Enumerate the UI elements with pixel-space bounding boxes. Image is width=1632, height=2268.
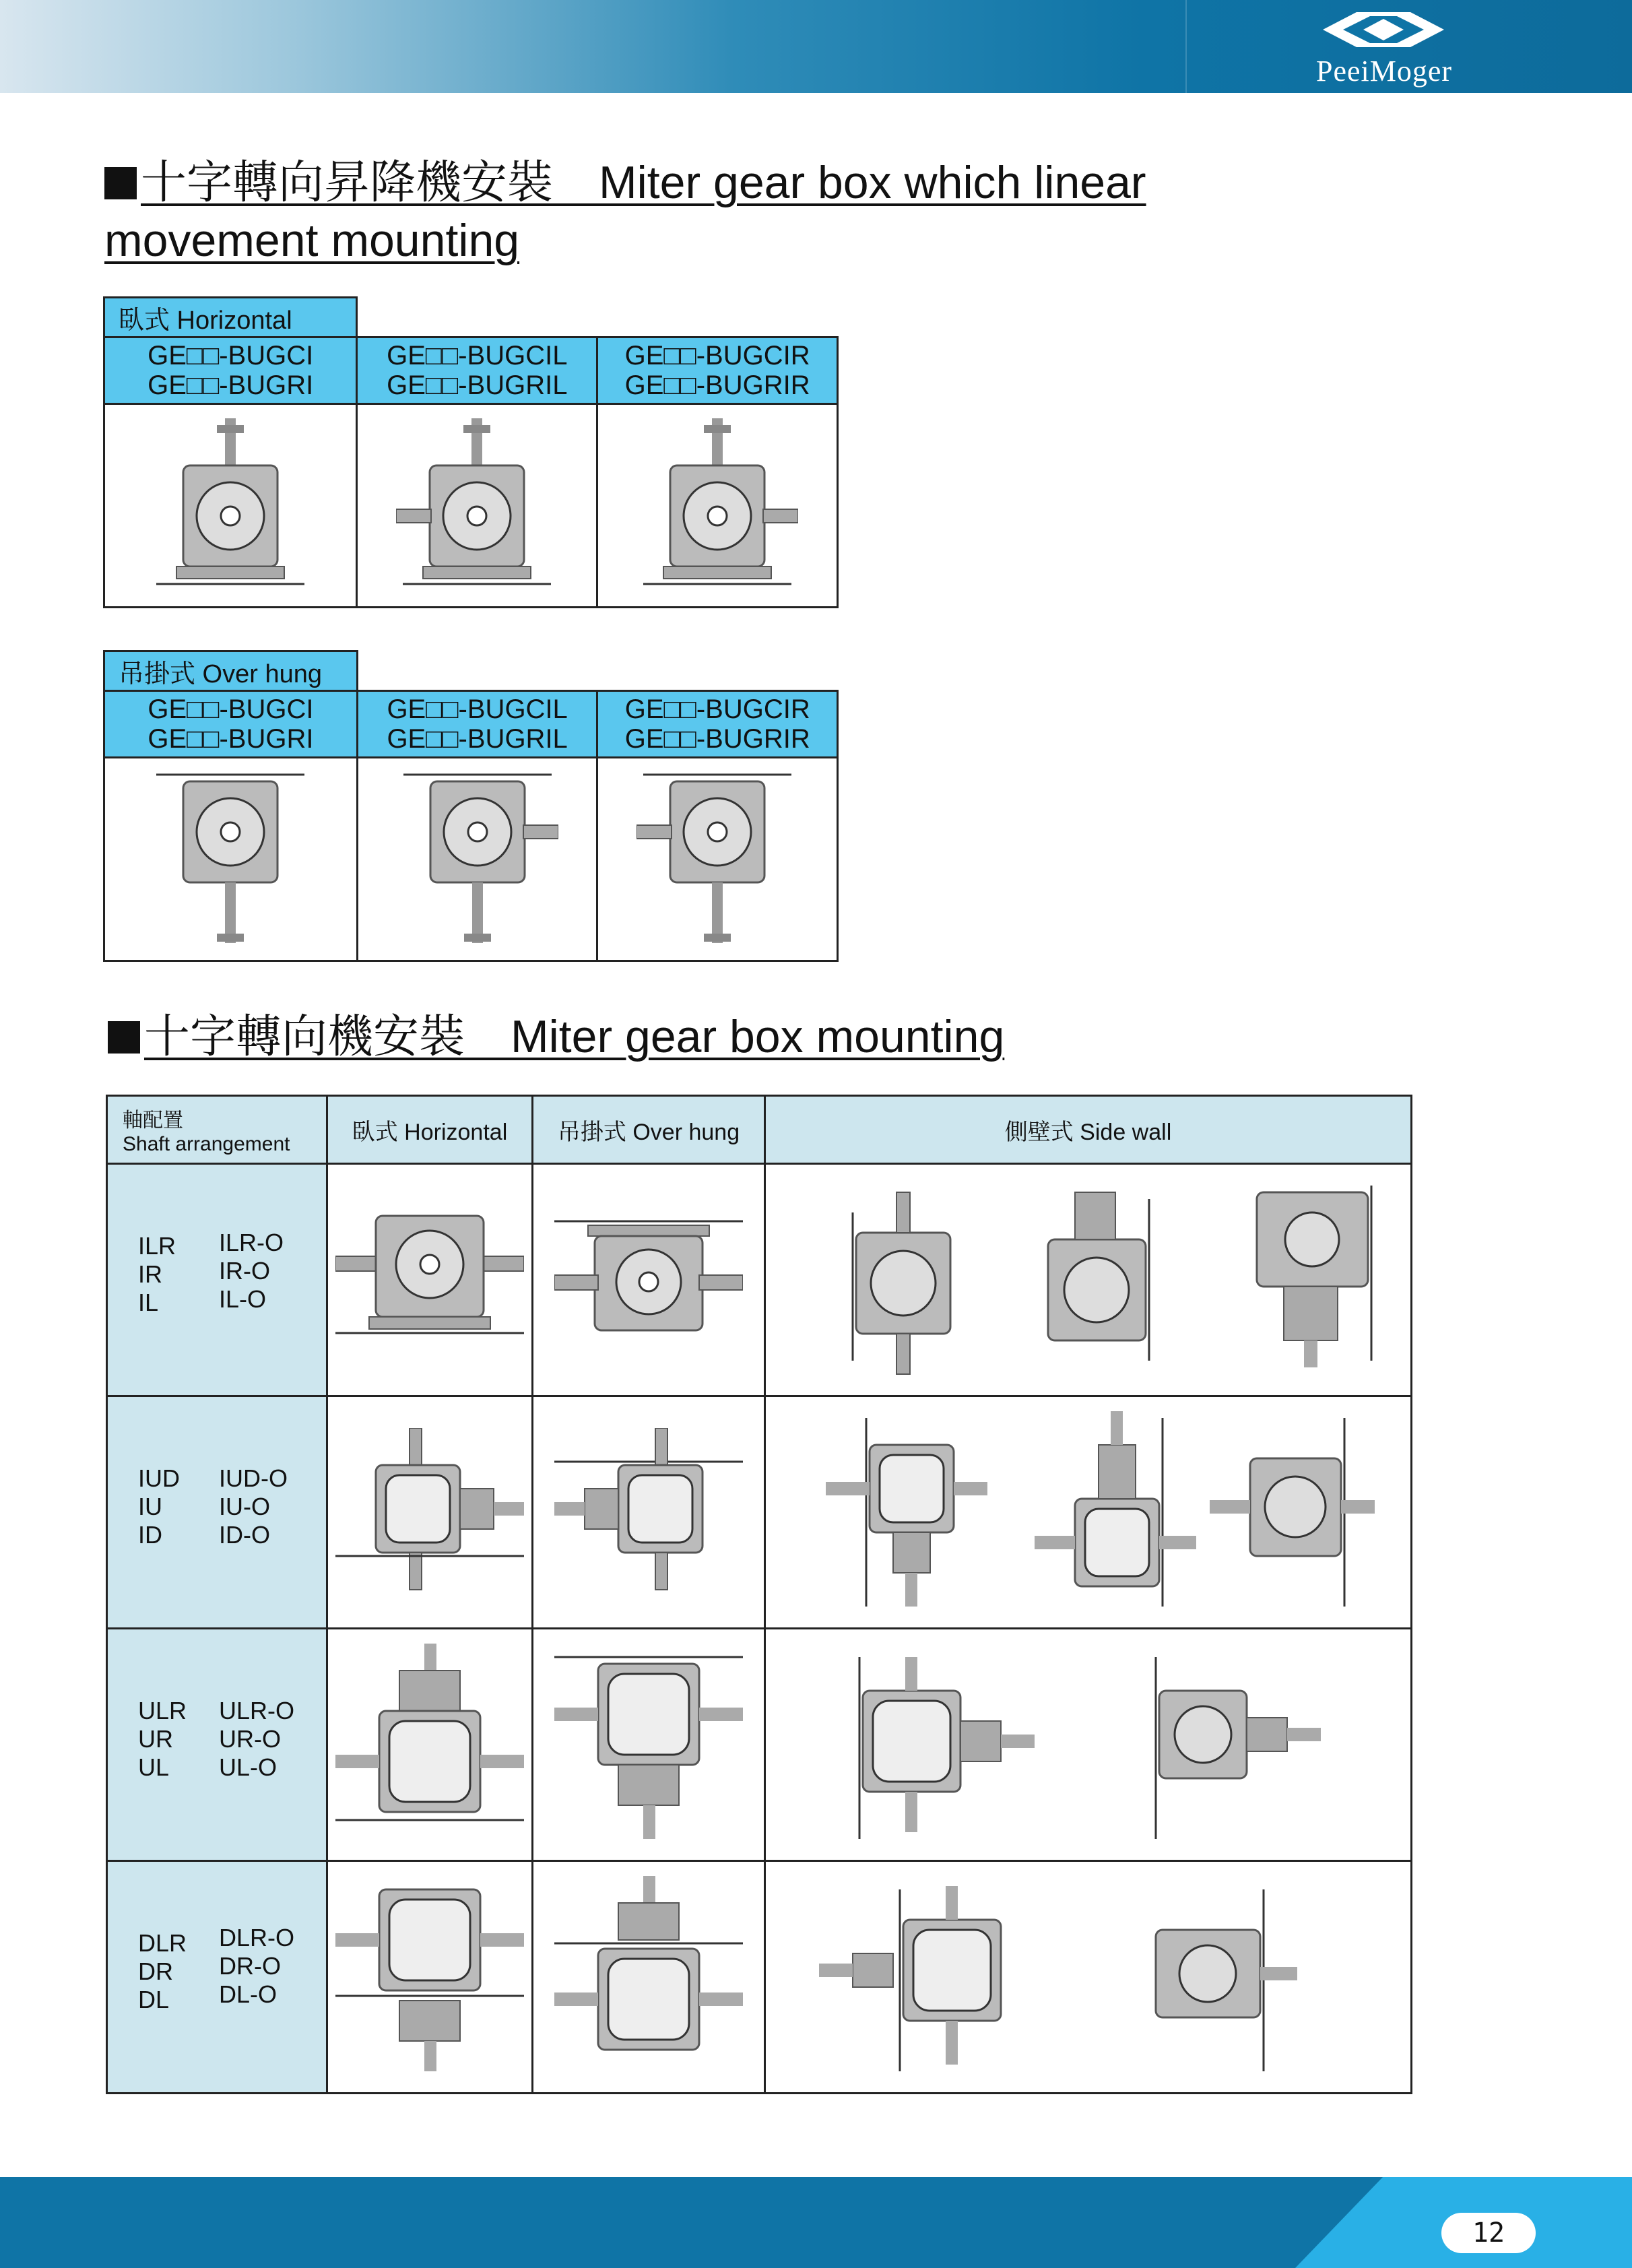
section2-title bbox=[108, 1008, 1004, 1066]
overhung-header: 吊掛式 Over hung bbox=[533, 1096, 765, 1164]
sidewall-drawings-cell bbox=[765, 1861, 1412, 2094]
gearbox-drawing-icon bbox=[637, 765, 798, 954]
gearbox-drawing-icon bbox=[819, 1876, 1358, 2078]
overhung-tag: 吊掛式 Over hung bbox=[104, 651, 358, 691]
gearbox-drawing-cell bbox=[327, 1629, 533, 1861]
codes-right: ILR-O IR-O IL-O bbox=[219, 1229, 284, 1313]
gearbox-drawing-icon bbox=[554, 1196, 743, 1364]
codes-left: DLR DR DL bbox=[138, 1929, 187, 2013]
code-cell: GE□□-BUGCI GE□□-BUGRI bbox=[104, 691, 358, 758]
section1-title-line2: movement mounting bbox=[104, 215, 520, 266]
gearbox-drawing-icon bbox=[785, 1172, 1392, 1388]
gearbox-drawing-cell bbox=[327, 1396, 533, 1629]
shaft-arrangement-cell bbox=[107, 1396, 327, 1629]
overhung-mount-table bbox=[103, 650, 839, 962]
gearbox-drawing-icon bbox=[554, 1428, 743, 1596]
section2-title-text: 十字轉向機安裝 Miter gear box mounting bbox=[144, 1011, 1005, 1062]
horizontal-mount-table bbox=[103, 296, 839, 608]
shaft-arrangement-header: 軸配置 Shaft arrangement bbox=[107, 1096, 327, 1164]
gearbox-drawing-cell bbox=[104, 758, 358, 961]
gearbox-drawing-icon bbox=[637, 412, 798, 600]
code-cell: GE□□-BUGCI GE□□-BUGRI bbox=[104, 337, 357, 404]
horizontal-tag: 臥式 Horizontal bbox=[104, 298, 357, 337]
gearbox-drawing-cell bbox=[327, 1861, 533, 2094]
gearbox-drawing-cell bbox=[597, 758, 838, 961]
gearbox-drawing-icon bbox=[396, 412, 558, 600]
diamond-logo-icon bbox=[1316, 9, 1451, 50]
gearbox-drawing-cell bbox=[357, 758, 597, 961]
gearbox-drawing-cell bbox=[533, 1396, 765, 1629]
shaft-arrangement-cell bbox=[107, 1164, 327, 1396]
page-header-band bbox=[0, 0, 1632, 93]
gearbox-drawing-cell bbox=[327, 1164, 533, 1396]
header-divider bbox=[1185, 0, 1187, 93]
gearbox-drawing-icon bbox=[335, 1876, 524, 2078]
gearbox-drawing-icon bbox=[554, 1876, 743, 2078]
codes-right: ULR-O UR-O UL-O bbox=[219, 1697, 295, 1781]
code-cell: GE□□-BUGCIL GE□□-BUGRIL bbox=[357, 337, 597, 404]
code-cell: GE□□-BUGCIL GE□□-BUGRIL bbox=[357, 691, 597, 758]
black-square-icon bbox=[104, 167, 137, 199]
horizontal-header: 臥式 Horizontal bbox=[327, 1096, 533, 1164]
shaft-arrangement-cell bbox=[107, 1629, 327, 1861]
code-cell: GE□□-BUGCIR GE□□-BUGRIR bbox=[597, 691, 838, 758]
section1-title-line1: 十字轉向昇降機安裝 Miter gear box which linear bbox=[141, 157, 1146, 208]
gearbox-drawing-cell bbox=[533, 1861, 765, 2094]
gearbox-drawing-icon bbox=[554, 1644, 743, 1846]
gearbox-drawing-cell bbox=[104, 404, 357, 608]
brand-name: PeeiMoger bbox=[1315, 55, 1453, 88]
codes-right: DLR-O DR-O DL-O bbox=[219, 1924, 295, 2008]
gearbox-drawing-icon bbox=[785, 1404, 1392, 1620]
gearbox-drawing-icon bbox=[335, 1428, 524, 1596]
gearbox-drawing-cell bbox=[533, 1629, 765, 1861]
sidewall-drawings-cell bbox=[765, 1164, 1412, 1396]
codes-right: IUD-O IU-O ID-O bbox=[219, 1464, 288, 1549]
shaft-arrangement-cell bbox=[107, 1861, 327, 2094]
codes-left: IUD IU ID bbox=[138, 1464, 180, 1549]
gearbox-drawing-icon bbox=[156, 412, 304, 600]
mounting-table bbox=[106, 1095, 1412, 2094]
gearbox-drawing-icon bbox=[150, 765, 311, 954]
sidewall-drawings-cell bbox=[765, 1396, 1412, 1629]
codes-left: ULR UR UL bbox=[138, 1697, 187, 1781]
gearbox-drawing-cell bbox=[357, 404, 597, 608]
gearbox-drawing-icon bbox=[819, 1644, 1358, 1846]
page-number: 12 bbox=[1441, 2213, 1536, 2253]
page-footer-band bbox=[0, 2177, 1632, 2268]
section1-title-cont bbox=[104, 212, 519, 269]
gearbox-drawing-cell bbox=[597, 404, 838, 608]
section1-title bbox=[104, 154, 1146, 212]
codes-left: ILR IR IL bbox=[138, 1232, 176, 1316]
gearbox-drawing-icon bbox=[397, 765, 558, 954]
sidewall-drawings-cell bbox=[765, 1629, 1412, 1861]
brand-logo bbox=[1307, 9, 1462, 90]
gearbox-drawing-cell bbox=[533, 1164, 765, 1396]
gearbox-drawing-icon bbox=[335, 1644, 524, 1846]
code-cell: GE□□-BUGCIR GE□□-BUGRIR bbox=[597, 337, 838, 404]
sidewall-header: 側壁式 Side wall bbox=[765, 1096, 1412, 1164]
gearbox-drawing-icon bbox=[335, 1196, 524, 1364]
black-square-icon bbox=[108, 1021, 140, 1054]
